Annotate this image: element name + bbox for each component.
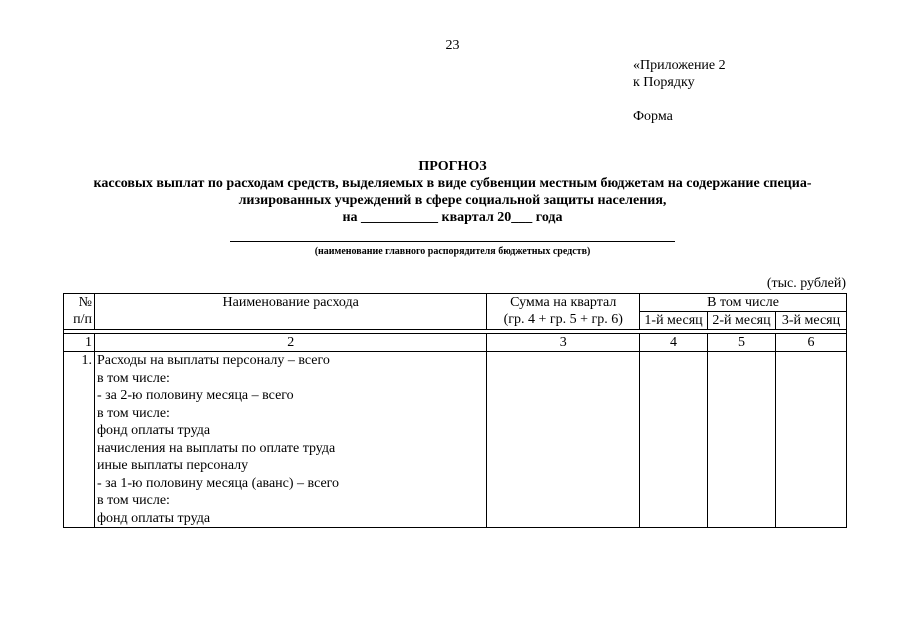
form-label: Форма — [633, 109, 673, 124]
header-sum: Сумма на квартал — [510, 295, 617, 310]
month-2-cell — [708, 352, 776, 528]
table-row — [64, 352, 847, 528]
title-line-1: ПРОГНОЗ — [418, 159, 487, 174]
expense-item: фонд оплаты труда — [96, 423, 211, 438]
month-1-cell — [640, 352, 708, 528]
column-number: 6 — [775, 334, 846, 352]
header-month-2: 2-й месяц — [708, 312, 776, 330]
row-number: 1. — [64, 352, 95, 528]
column-number: 1 — [64, 334, 95, 352]
month-3-cell — [775, 352, 846, 528]
expense-item: в том числе: — [96, 493, 170, 508]
title-line-4: на ___________ квартал 20___ года — [342, 210, 563, 225]
header-num: № — [78, 295, 92, 310]
expense-item: в том числе: — [96, 405, 170, 421]
appendix-line-2: к Порядку — [633, 75, 695, 90]
document-title — [40, 158, 865, 226]
column-number: 3 — [487, 334, 640, 352]
expense-items-cell — [94, 352, 486, 528]
header-num-2: п/п — [73, 312, 92, 327]
organization-caption: (наименование главного распорядителя бюджетных средств) — [314, 246, 591, 257]
header-sum-formula: (гр. 4 + гр. 5 + гр. 6) — [503, 312, 623, 327]
expense-item: - за 1-ю половину месяца (аванс) – всего — [96, 475, 340, 491]
sum-quarter-cell — [487, 352, 640, 528]
expense-item: иные выплаты персоналу — [96, 458, 249, 473]
column-number: 4 — [640, 334, 708, 352]
header-name: Наименование расхода — [94, 294, 486, 330]
header-month-3: 3-й месяц — [775, 312, 846, 330]
column-number-row — [64, 334, 847, 352]
header-month-1: 1-й месяц — [640, 312, 708, 330]
forecast-table — [63, 293, 847, 528]
title-line-2: кассовых выплат по расходам средств, выделяемых в виде субвенции местным бюджетам на содержание специа- — [93, 176, 812, 191]
page-number: 23 — [445, 38, 460, 53]
expense-item: в том числе: — [96, 370, 170, 386]
table-header-row — [64, 294, 847, 312]
units-label: (тыс. рублей) — [766, 276, 846, 291]
expense-item: Расходы на выплаты персоналу – всего — [96, 353, 330, 368]
title-line-3: лизированных учреждений в сфере социальной защиты населения, — [238, 193, 667, 208]
appendix-line-1: «Приложение 2 — [633, 58, 726, 73]
appendix-note — [633, 57, 726, 91]
column-number: 2 — [94, 334, 486, 352]
organization-blank-line — [230, 231, 675, 242]
header-including: В том числе — [640, 294, 847, 312]
header-sum-cell — [487, 294, 640, 330]
header-num-cell — [64, 294, 95, 330]
column-number: 5 — [708, 334, 776, 352]
expense-item: фонд оплаты труда — [96, 510, 211, 526]
expense-item: - за 2-ю половину месяца – всего — [96, 388, 294, 403]
expense-item: начисления на выплаты по оплате труда — [96, 440, 336, 456]
